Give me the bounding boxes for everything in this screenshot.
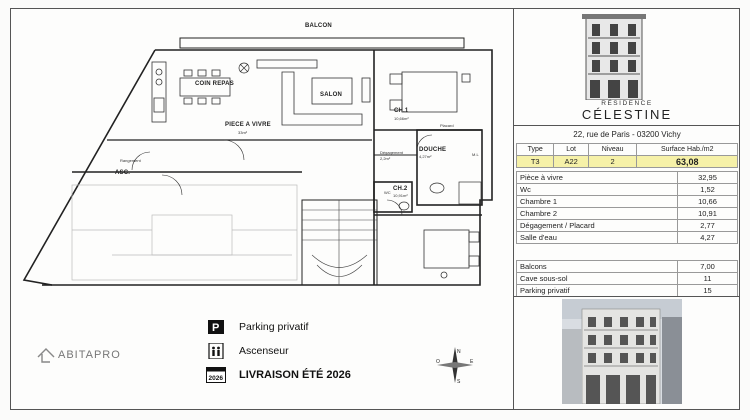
storage-label: Rangement — [120, 158, 141, 163]
table-row — [517, 208, 738, 220]
compass-west: O — [436, 359, 440, 365]
elevator-label: ASC. — [115, 170, 131, 176]
residence-name: CÉLESTINE — [581, 107, 673, 122]
balcony-label: BALCON — [305, 23, 332, 29]
room-name: Pièce à vivre — [517, 172, 678, 184]
legend-delivery — [205, 363, 351, 387]
closet-label: Placard — [440, 123, 454, 128]
room-value: 32,95 — [678, 172, 738, 184]
compass-east: E — [470, 359, 474, 365]
amenities-legend — [205, 315, 351, 387]
extra-value: 15 — [678, 285, 738, 297]
header-level: Niveau — [588, 144, 637, 156]
residence-address: 22, rue de Paris - 03200 Vichy — [573, 130, 681, 139]
compass-north: N — [457, 349, 461, 355]
separator — [514, 125, 740, 126]
table-row — [517, 273, 738, 285]
elevator-legend-label: Ascenseur — [239, 345, 289, 357]
lot-summary-table — [516, 143, 738, 168]
calendar-icon — [205, 367, 227, 383]
living-room-label: PIECE A VIVRE — [225, 122, 271, 128]
shower-area: 4,27m² — [419, 154, 432, 159]
floor-plan — [12, 10, 512, 300]
summary-value-row — [517, 156, 738, 168]
svg-text:2026: 2026 — [208, 375, 223, 382]
extra-value: 11 — [678, 273, 738, 285]
legend-parking — [205, 315, 351, 339]
summary-lot: A22 — [554, 156, 588, 168]
logo-text: ABITAPRO — [58, 349, 121, 361]
separator — [514, 296, 740, 297]
parking-legend-label: Parking privatif — [239, 321, 309, 333]
header-type: Type — [517, 144, 554, 156]
summary-level: 2 — [588, 156, 637, 168]
svg-text:P: P — [212, 322, 220, 334]
summary-surface: 63,08 — [637, 156, 738, 168]
room-value: 1,52 — [678, 184, 738, 196]
summary-header-row — [517, 144, 738, 156]
room-value: 2,77 — [678, 220, 738, 232]
room-name: Salle d'eau — [517, 232, 678, 244]
header-lot: Lot — [554, 144, 588, 156]
floor-plan-drawing — [12, 10, 512, 300]
table-row — [517, 184, 738, 196]
table-row — [517, 220, 738, 232]
table-row — [517, 261, 738, 273]
room-value: 10,91 — [678, 208, 738, 220]
bedroom-1-label: CH.1 — [394, 108, 409, 114]
extra-name: Cave sous-sol — [517, 273, 678, 285]
parking-icon — [205, 319, 227, 335]
compass-south: S — [457, 379, 461, 385]
delivery-legend-label: LIVRAISON ÉTÉ 2026 — [239, 369, 351, 381]
bedroom-2-label: CH.2 — [393, 186, 408, 192]
room-name: Chambre 1 — [517, 196, 678, 208]
house-logo-icon — [36, 345, 56, 365]
table-row — [517, 232, 738, 244]
extra-name: Parking privatif — [517, 285, 678, 297]
extra-value: 7,00 — [678, 261, 738, 273]
shower-label: DOUCHE — [419, 147, 447, 153]
room-name: Dégagement / Placard — [517, 220, 678, 232]
salon-label: SALON — [320, 92, 342, 98]
room-name: Wc — [517, 184, 678, 196]
table-row — [517, 196, 738, 208]
wc-label: WC — [384, 190, 391, 195]
info-panel — [514, 8, 740, 410]
room-areas-table — [516, 171, 738, 244]
compass-rose-icon — [435, 345, 475, 385]
elevator-icon — [205, 343, 227, 359]
extra-name: Balcons — [517, 261, 678, 273]
room-value: 10,66 — [678, 196, 738, 208]
room-name: Chambre 2 — [517, 208, 678, 220]
summary-type: T3 — [517, 156, 554, 168]
table-row — [517, 285, 738, 297]
abitapro-logo — [36, 345, 121, 365]
washing-machine-label: M.L — [472, 152, 479, 157]
residence-building-logo — [576, 12, 652, 100]
bedroom-2-area: 10,91m² — [393, 193, 408, 198]
hallway-area: 2,2m² — [380, 156, 391, 161]
hallway-label: Dégagement — [380, 150, 403, 155]
room-value: 4,27 — [678, 232, 738, 244]
dining-label: COIN REPAS — [195, 81, 234, 87]
legend-elevator — [205, 339, 351, 363]
building-photo — [562, 299, 682, 404]
header-surface: Surface Hab./m2 — [637, 144, 738, 156]
residence-prefix: RÉSIDENCE — [601, 100, 653, 107]
extras-table — [516, 260, 738, 297]
table-row — [517, 172, 738, 184]
living-room-area: 33m² — [238, 130, 248, 135]
bedroom-1-area: 10,66m² — [394, 116, 409, 121]
